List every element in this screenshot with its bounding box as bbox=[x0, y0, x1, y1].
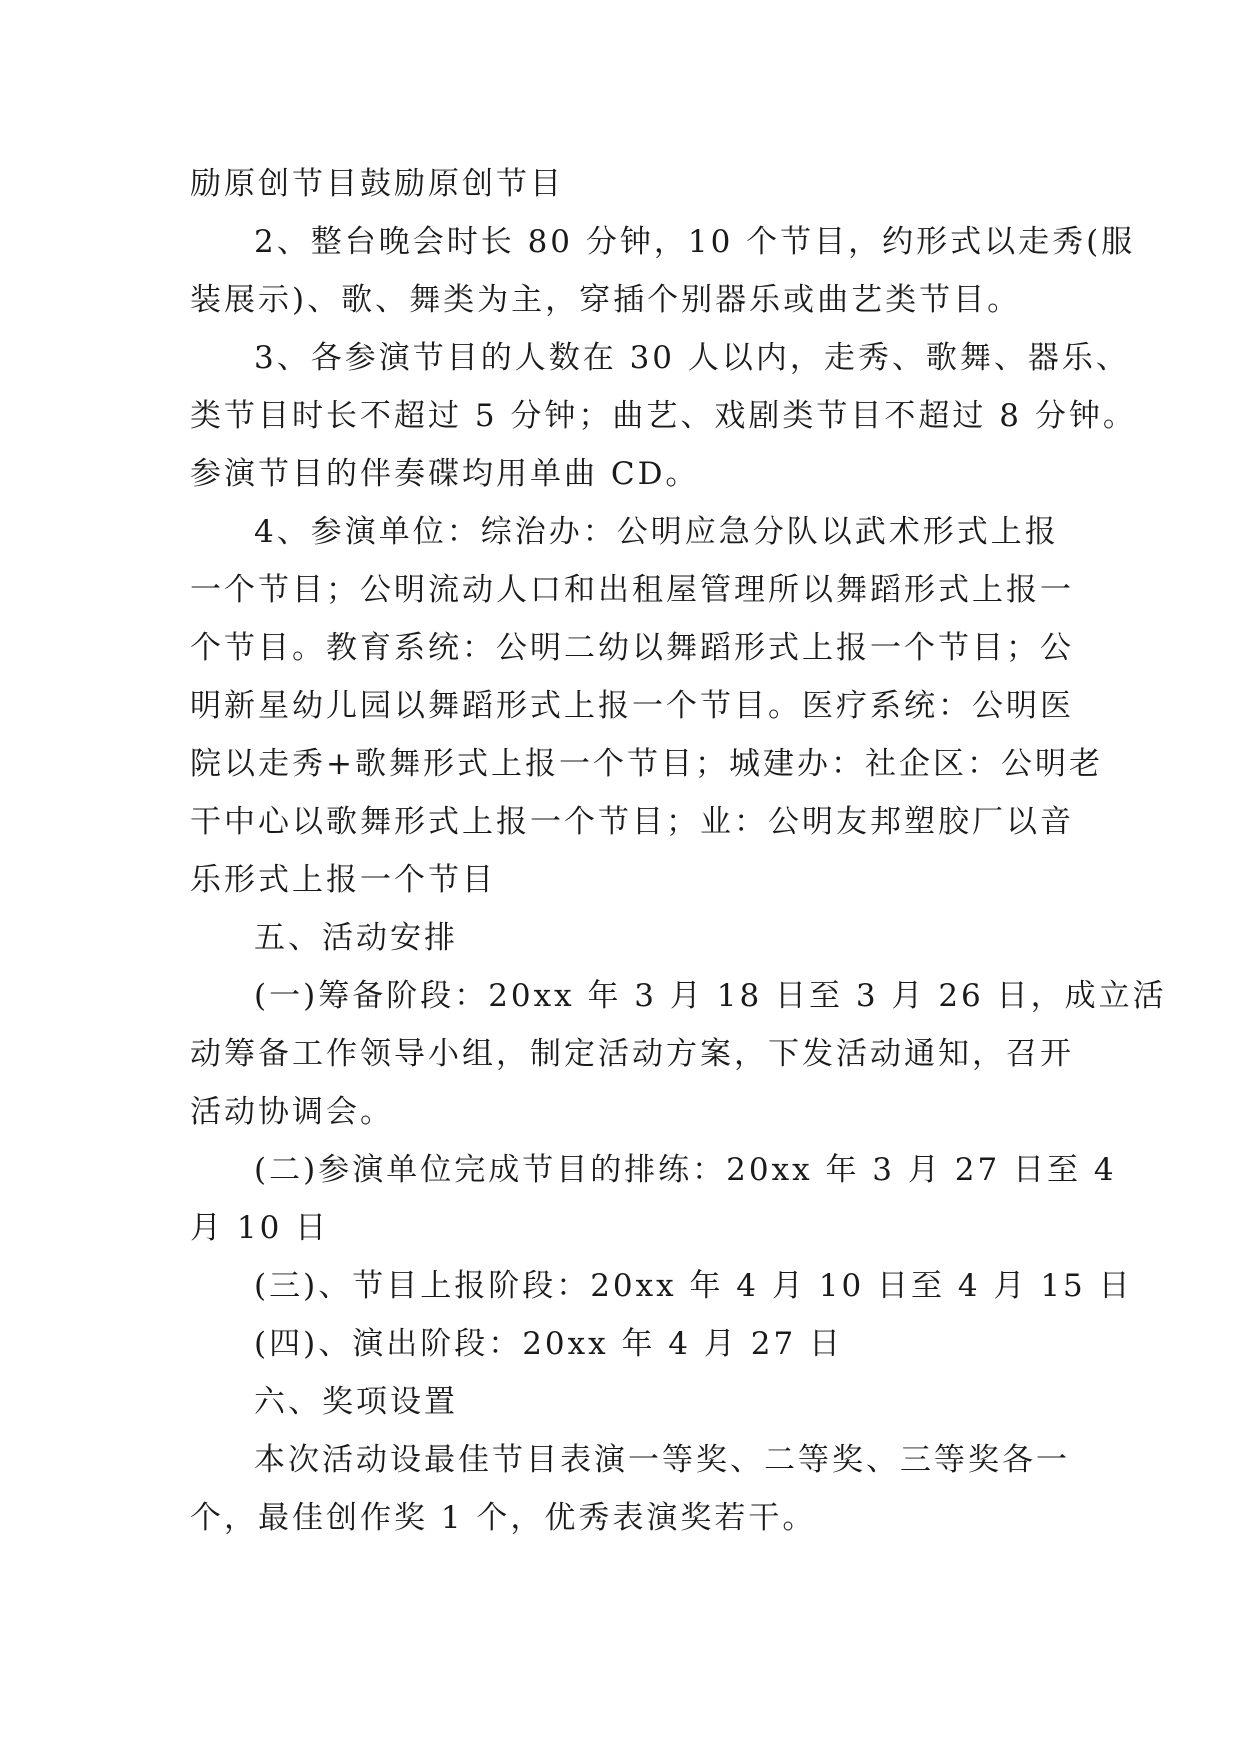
text-line: (二)参演单位完成节目的排练：20xx 年 3 月 27 日至 4 bbox=[254, 1152, 1117, 1188]
text-line: 乐形式上报一个节目 bbox=[190, 862, 496, 898]
text-line: 动筹备工作领导小组，制定活动方案，下发活动通知，召开 bbox=[190, 1036, 1074, 1072]
text-line: 4、参演单位：综治办：公明应急分队以武术形式上报 bbox=[254, 514, 1059, 550]
text-line: 类节目时长不超过 5 分钟；曲艺、戏剧类节目不超过 8 分钟。 bbox=[190, 398, 1137, 434]
text-line: (四)、演出阶段：20xx 年 4 月 27 日 bbox=[254, 1326, 844, 1362]
text-line: 个节目。教育系统：公明二幼以舞蹈形式上报一个节目；公 bbox=[190, 630, 1074, 666]
text-line: 励原创节目鼓励原创节目 bbox=[190, 166, 564, 202]
text-line: (三)、节目上报阶段：20xx 年 4 月 10 日至 4 月 15 日 bbox=[254, 1268, 1133, 1304]
text-line: 月 10 日 bbox=[190, 1210, 330, 1246]
text-line: 3、各参演节目的人数在 30 人以内，走秀、歌舞、器乐、 bbox=[254, 340, 1130, 376]
section-heading: 六、奖项设置 bbox=[254, 1384, 458, 1420]
text-line: 活动协调会。 bbox=[190, 1094, 394, 1130]
text-line: 装展示)、歌、舞类为主，穿插个别器乐或曲艺类节目。 bbox=[190, 282, 1022, 318]
document-page bbox=[190, 155, 1167, 1547]
text-line: 本次活动设最佳节目表演一等奖、二等奖、三等奖各一 bbox=[254, 1442, 1070, 1478]
text-line: 2、整台晚会时长 80 分钟，10 个节目，约形式以走秀(服 bbox=[254, 224, 1136, 260]
text-line: 干中心以歌舞形式上报一个节目；业：公明友邦塑胶厂以音 bbox=[190, 804, 1074, 840]
text-line: 一个节目；公明流动人口和出租屋管理所以舞蹈形式上报一 bbox=[190, 572, 1074, 608]
text-line: 参演节目的伴奏碟均用单曲 CD。 bbox=[190, 456, 700, 492]
text-line: 明新星幼儿园以舞蹈形式上报一个节目。医疗系统：公明医 bbox=[190, 688, 1074, 724]
text-line: 院以走秀+歌舞形式上报一个节目；城建办：社企区：公明老 bbox=[190, 746, 1103, 782]
text-line: (一)筹备阶段：20xx 年 3 月 18 日至 3 月 26 日，成立活 bbox=[254, 978, 1167, 1014]
text-line: 个，最佳创作奖 1 个，优秀表演奖若干。 bbox=[190, 1500, 817, 1536]
section-heading: 五、活动安排 bbox=[254, 920, 458, 956]
